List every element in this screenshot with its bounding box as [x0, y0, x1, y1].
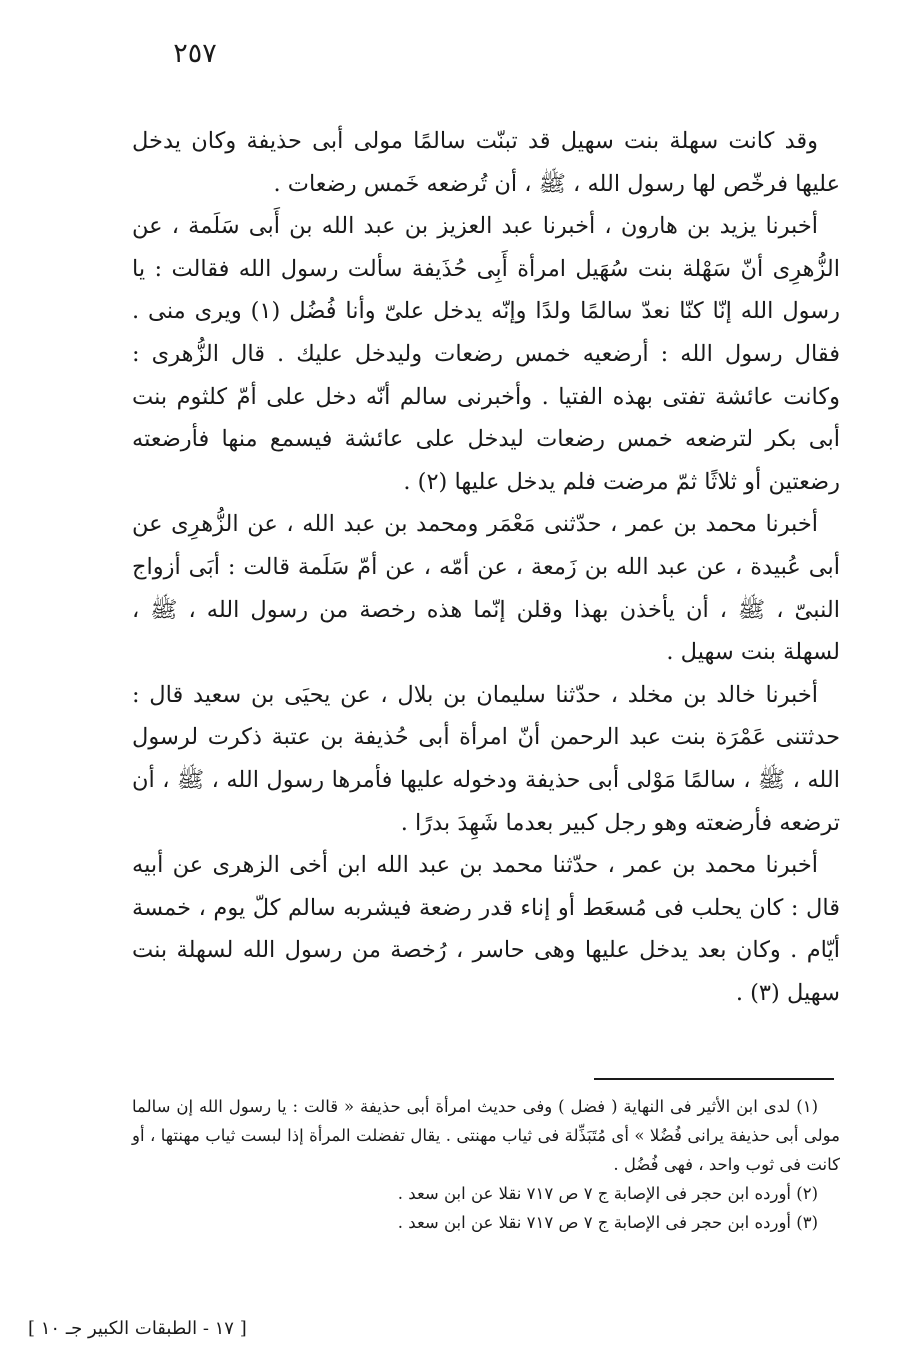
main-text: [132, 120, 840, 1014]
footnote-divider: [594, 1078, 834, 1080]
footnote: (٢) أورده ابن حجر فى الإصابة ج ٧ ص ٧١٧ نقلا عن ابن سعد .: [397, 1184, 818, 1203]
paragraph: أخبرنا محمد بن عمر ، حدّثنا محمد بن عبد الله ابن أخى الزهرى عن أبيه قال : كان يحلب فى مُسعَط أو إناء قدر رضعة فيشربه سالم كلّ يوم ، خمسة أيّام . وكان بعد يدخل عليها وهى حاسر ، رُخصة من رسول الله لسهلة بنت سهيل (٣) .: [132, 852, 840, 1006]
signature-footer: [ ١٧ - الطبقات الكبير جـ ١٠ ]: [28, 1318, 247, 1339]
paragraph: أخبرنا خالد بن مخلد ، حدّثنا سليمان بن بلال ، عن يحيَى بن سعيد قال : حدثتنى عَمْرَة بنت عبد الرحمن أنّ امرأة أبى حُذيفة بن عتبة ذكرت لرسول الله ، ﷺ ، سالمًا مَوْلى أبى حذيفة ودخوله عليها فأمرها رسول الله ، ﷺ ، أن ترضعه فأرضعته وهو رجل كبير بعدما شَهِدَ بدرًا .: [132, 681, 840, 836]
paragraph: أخبرنا محمد بن عمر ، حدّثنى مَعْمَر ومحمد بن عبد الله ، عن الزُّهرِى عن أبى عُبيدة ، عن عبد الله بن زَمعة ، عن أمّه ، عن أمّ سَلَمة قالت : أبَى أزواج النبىّ ، ﷺ ، أن يأخذن بهذا وقلن إنّما هذه رخصة من رسول الله ، ﷺ ، لسهلة بنت سهيل .: [132, 511, 840, 666]
paragraph: وقد كانت سهلة بنت سهيل قد تبنّت سالمًا مولى أبى حذيفة وكان يدخل عليها فرخّص لها رسول الله ، ﷺ ، أن تُرضعه خَمس رضعات .: [132, 128, 840, 197]
footnote: (٣) أورده ابن حجر فى الإصابة ج ٧ ص ٧١٧ نقلا عن ابن سعد .: [397, 1213, 818, 1232]
footnotes: [132, 1092, 840, 1237]
page-number: ٢٥٧: [173, 38, 217, 69]
footnote: (١) لدى ابن الأثير فى النهاية ( فضل ) وفى حديث امرأة أبى حذيفة « قالت : يا رسول الله إن سالما مولى أبى حذيفة يرانى فُضُلا » أى مُتَبَذِّلة فى ثياب مهنتى . يقال تفضلت المرأة إذا لبست ثياب مهنتها ، أو كانت فى ثوب واحد ، فهى فُضُل .: [132, 1097, 840, 1174]
paragraph: أخبرنا يزيد بن هارون ، أخبرنا عبد العزيز بن عبد الله بن أَبى سَلَمة ، عن الزُّهرِى أنّ سَهْلة بنت سُهَيل امرأة أَبِى حُذَيفة سألت رسول الله فقالت : يا رسول الله إنّا كنّا نعدّ سالمًا ولدًا وإنّه يدخل علىّ وأنا فُضُل (١) ويرى منى . فقال رسول الله : أرضعيه خمس رضعات وليدخل عليك . قال الزُّهرى : وكانت عائشة تفتى بهذه الفتيا . وأخبرنى سالم أنّه دخل على أمّ كلثوم بنت أبى بكر لترضعه خمس رضعات ليدخل على عائشة فيسمع منها فأرضعته رضعتين أو ثلاثًا ثمّ مرضت فلم يدخل عليها (٢) .: [132, 213, 841, 495]
